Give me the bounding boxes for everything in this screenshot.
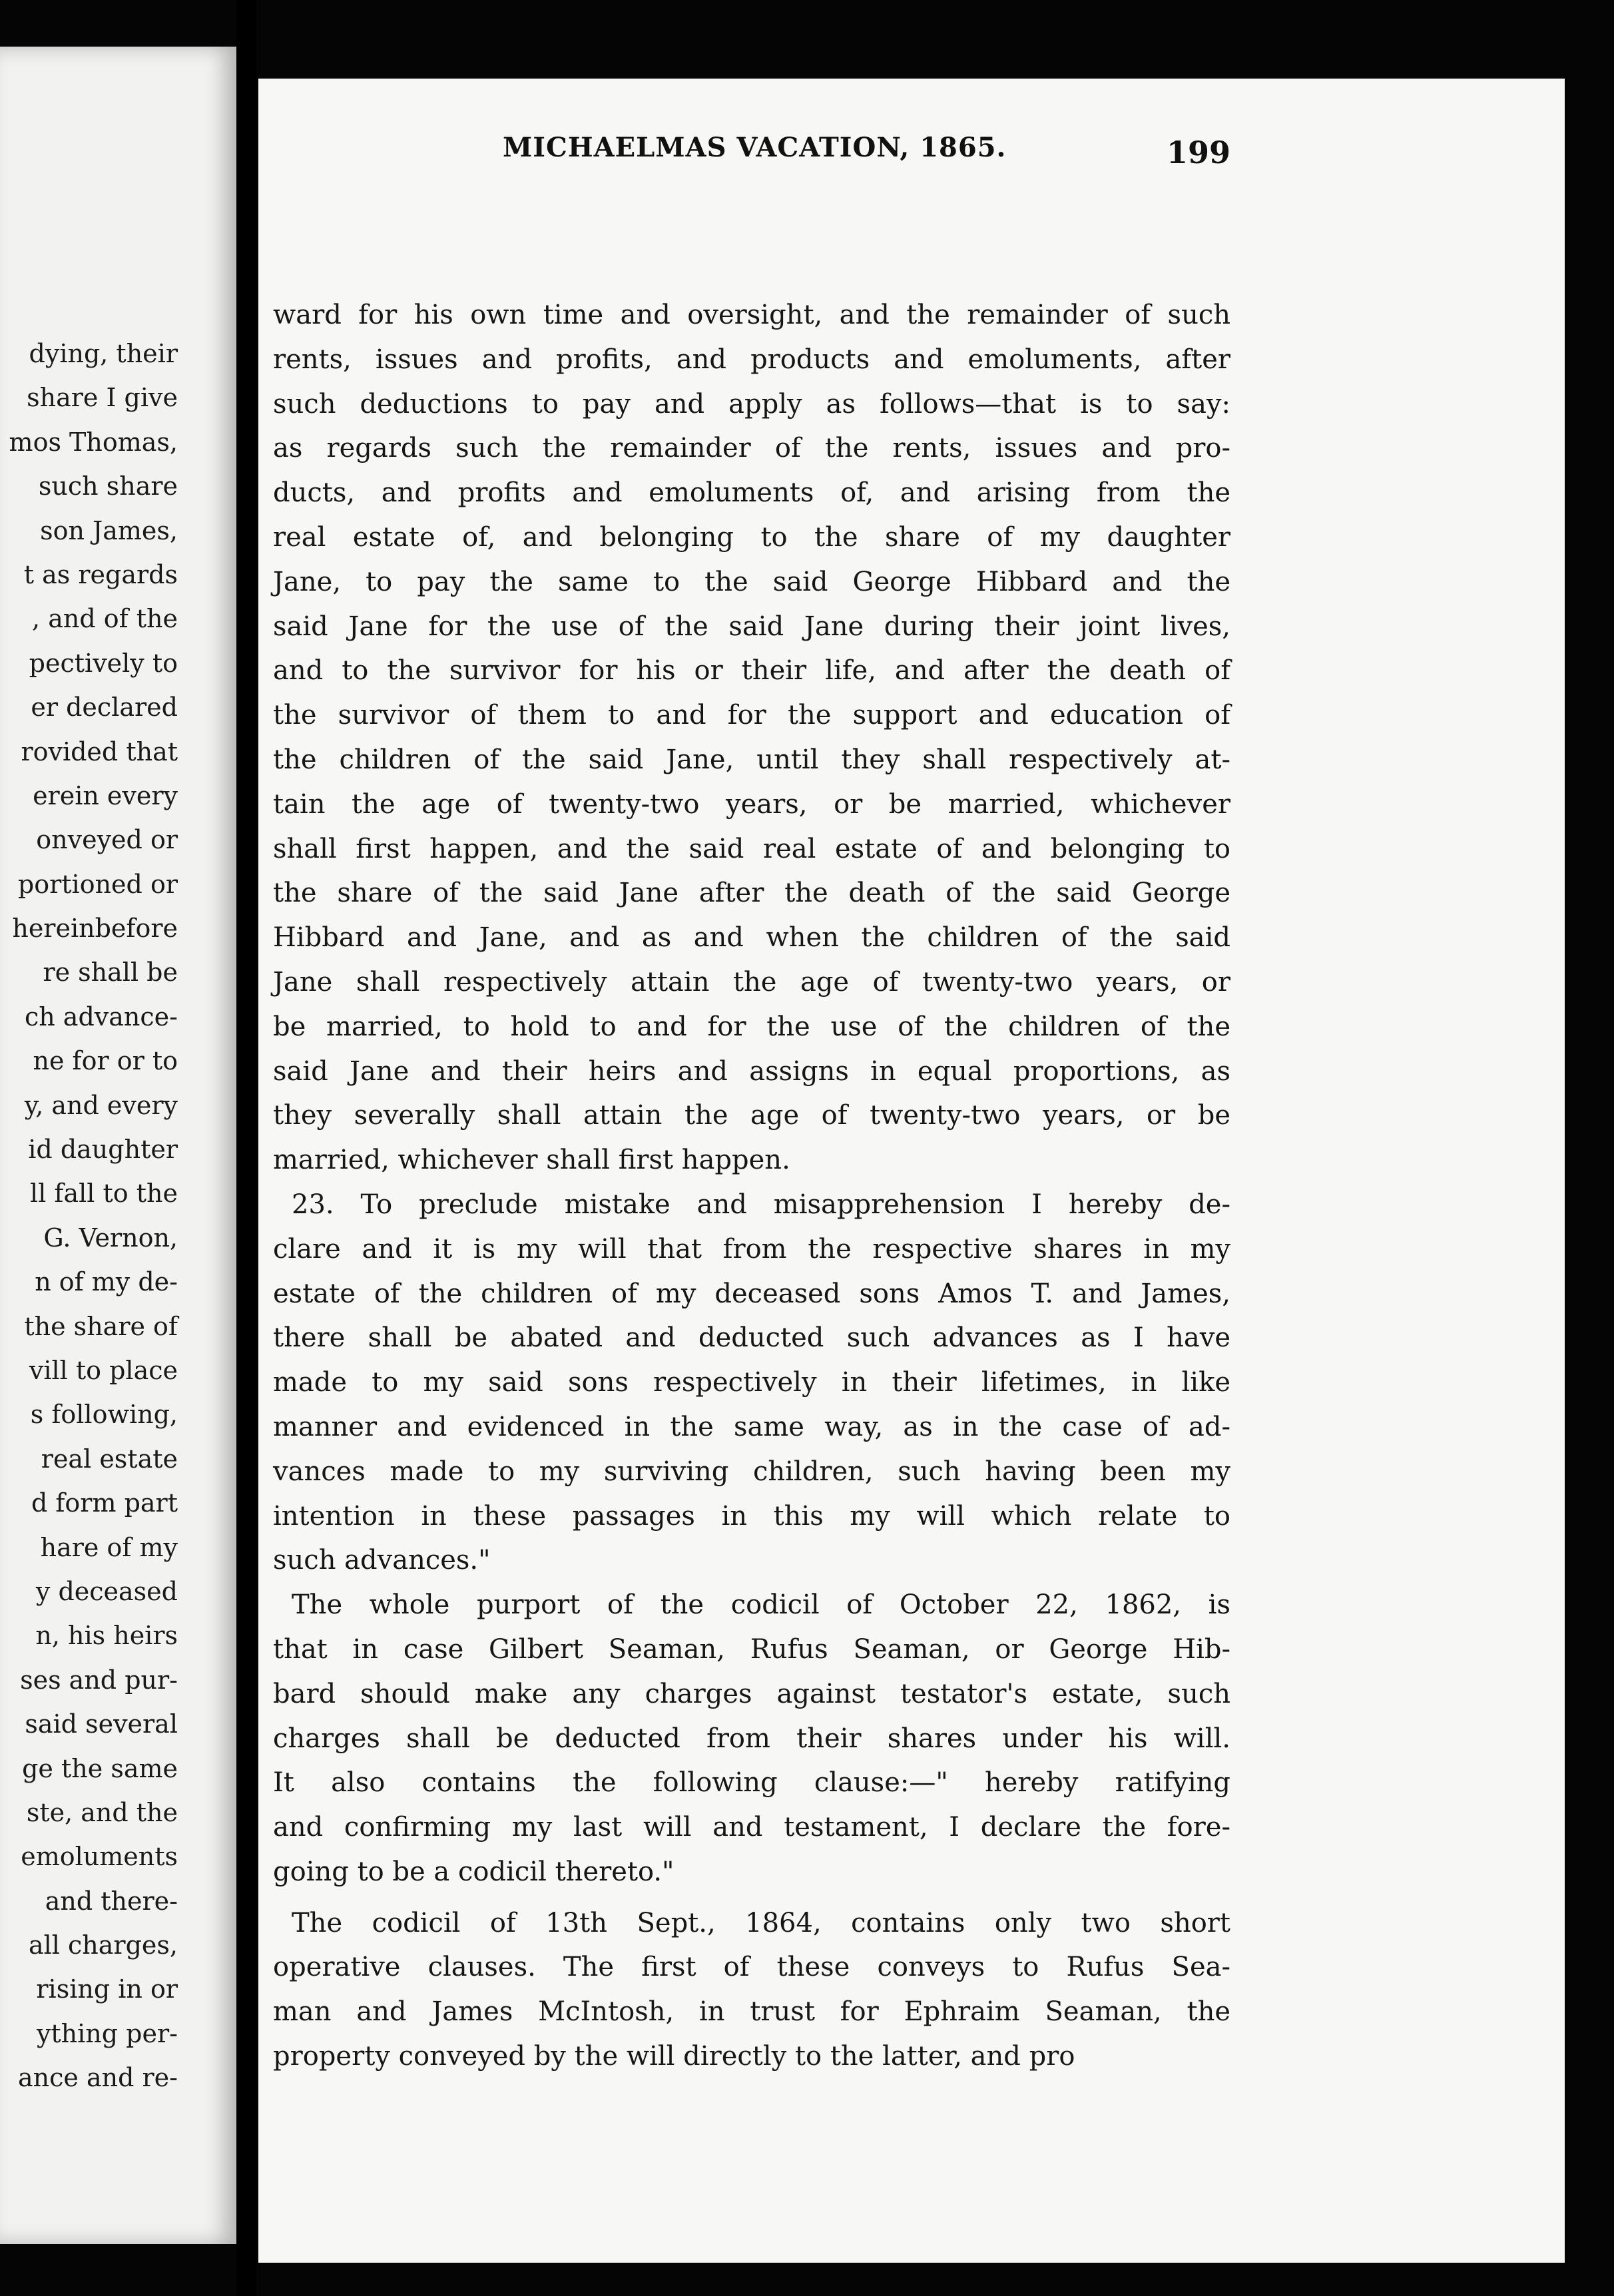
left-page-line: emoluments [21,1842,178,1872]
text-line: the children of the said Jane, until they shall respectively at- [273,744,1230,775]
text-line: 23. To preclude mistake and misapprehension I hereby de- [292,1189,1230,1220]
text-line: bard should make any charges against testator's estate, such [273,1678,1230,1709]
text-line: clare and it is my will that from the respective shares in my [273,1233,1230,1265]
left-page-line: portioned or [17,869,178,899]
left-page-line: rising in or [36,1974,178,2004]
left-page-line: ance and re- [17,2063,178,2093]
left-page-line: hare of my [40,1532,178,1562]
left-page-line: pectively to [29,648,178,678]
left-page-line: ge the same [22,1753,178,1783]
left-facing-page [0,47,236,2244]
text-line: The codicil of 13th Sept., 1864, contains only two short [292,1907,1230,1938]
text-line: and to the survivor for his or their life, and after the death of [273,655,1230,687]
left-page-line: real estate [41,1444,178,1474]
left-page-line: ses and pur- [20,1665,178,1695]
left-page-line: ste, and the [26,1797,178,1827]
left-page-line: s following, [30,1400,178,1430]
left-page-line: id daughter [28,1135,178,1165]
left-page-line: share I give [27,383,178,413]
text-line: such deductions to pay and apply as follows—that is to say: [273,388,1230,420]
left-page-line: y deceased [35,1576,178,1606]
left-page-line: dying, their [29,339,178,368]
text-line: rents, issues and profits, and products and emoluments, after [273,344,1230,375]
text-line: operative clauses. The first of these conveys to Rufus Sea- [273,1952,1230,1983]
running-head: MICHAELMAS VACATION, 1865. [503,132,1007,163]
left-page-line: ything per- [36,2018,178,2048]
text-line: shall first happen, and the said real estate of and belonging to [273,833,1230,864]
page-header [240,132,1230,172]
text-line: ward for his own time and oversight, and the remainder of such [273,300,1230,330]
left-page-line: n, his heirs [35,1621,178,1651]
text-line: tain the age of twenty-two years, or be married, whichever [273,788,1230,820]
left-page-line: y, and every [24,1090,178,1120]
left-page-line: ne for or to [33,1046,178,1076]
text-line: Jane, to pay the same to the said George Hibbard and the [273,566,1230,597]
left-page-text-fragments [9,332,178,2100]
text-line: and confirming my last will and testament, I declare the fore- [273,1812,1230,1843]
text-line: charges shall be deducted from their shares under his will. [273,1723,1230,1754]
text-line: ducts, and profits and emoluments of, and arising from the [273,477,1230,509]
left-page-line: d form part [31,1488,178,1518]
left-page-line: such share [38,471,178,501]
text-line: there shall be abated and deducted such advances as I have [273,1322,1230,1354]
text-line: property conveyed by the will directly to the latter, and pro [273,2041,1075,2072]
left-page-line: er declared [31,693,178,722]
text-line: intention in these passages in this my will which relate to [273,1500,1230,1532]
left-page-line: rovided that [21,736,178,766]
left-page-line: onveyed or [36,825,178,855]
text-line: be married, to hold to and for the use of the children of the [273,1011,1230,1042]
page-number: 199 [1166,135,1230,170]
left-page-line: G. Vernon, [43,1223,178,1253]
left-page-line: vill to place [29,1355,178,1385]
text-line: made to my said sons respectively in their lifetimes, in like [273,1367,1230,1398]
text-line: manner and evidenced in the same way, as in the case of ad- [273,1411,1230,1442]
left-page-line: erein every [33,780,178,810]
left-page-line: ll fall to the [30,1179,178,1209]
left-page-line: , and of the [32,604,178,634]
left-page-line: re shall be [43,958,178,988]
text-line: estate of the children of my deceased sons Amos T. and James, [273,1278,1230,1309]
text-line: The whole purport of the codicil of October 22, 1862, is [292,1589,1230,1621]
book-gutter [236,0,256,2296]
left-page-line: and there- [45,1886,178,1916]
page-body-text [273,293,1230,2079]
text-line: that in case Gilbert Seaman, Rufus Seaman, or George Hib- [273,1633,1230,1665]
left-page-line: the share of [24,1311,178,1341]
text-line: Jane shall respectively attain the age of twenty-two years, or [273,966,1230,998]
left-page-line: all charges, [28,1930,178,1960]
text-line: Hibbard and Jane, and as and when the children of the said [273,922,1230,954]
text-line: married, whichever shall first happen. [273,1145,790,1176]
left-page-line: said several [25,1709,178,1739]
left-page-line: hereinbefore [12,914,178,944]
left-page-line: ch advance- [24,1002,178,1031]
text-line: man and James McIntosh, in trust for Ephraim Seaman, the [273,1996,1230,2028]
left-page-line: mos Thomas, [9,427,178,457]
left-page-line: son James, [40,515,178,545]
text-line: vances made to my surviving children, such having been my [273,1456,1230,1487]
left-page-line: t as regards [23,559,178,589]
text-line: real estate of, and belonging to the share of my daughter [273,521,1230,553]
text-line: the survivor of them to and for the support and education of [273,700,1230,731]
left-page-line: n of my de- [35,1267,178,1297]
text-line: It also contains the following clause:—" hereby ratifying [273,1767,1230,1799]
text-line: said Jane for the use of the said Jane during their joint lives, [273,611,1230,642]
text-line: they severally shall attain the age of twenty-two years, or be [273,1100,1230,1131]
text-line: such advances." [273,1545,491,1576]
text-line: going to be a codicil thereto." [273,1856,674,1887]
text-line: the share of the said Jane after the death of the said George [273,878,1230,909]
text-line: said Jane and their heirs and assigns in equal proportions, as [273,1055,1230,1087]
text-line: as regards such the remainder of the rents, issues and pro- [273,433,1230,464]
